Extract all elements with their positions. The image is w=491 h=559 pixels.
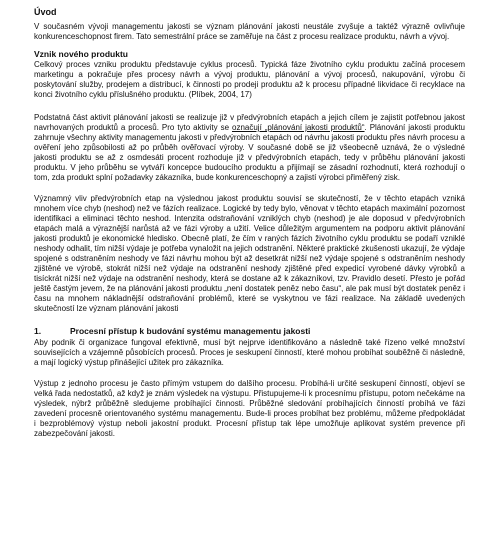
section-1-paragraph-1: Aby podnik či organizace fungoval efektivně, musí být nejprve identifikováno a následně také řízeno velké množství souvisejících a vzájemně působících procesů. Proces je seskupení činností, které mohou probíhat souběžně či následně, a mají logický výstup přinášející užitek pro zákazníka. <box>34 338 465 367</box>
spacer <box>34 183 465 194</box>
section-1-paragraph-2: Výstup z jednoho procesu je často přímým vstupem do dalšího procesu. Probíhá-li určité seskupení činností, objeví se velká řada nedostatků, až když je znám výsledek na výstupu. Přistupujeme-li k procesnímu přístupu, potom nečekáme na výsledek, nýbrž průběžně sledujeme probíhající činnosti. Průběžné sledování probíhajících činností probíhá ve fázi zavedení procesně orientovaného systému managementu. Bude-li proces probíhat bez problému, můžeme předpokládat i bezproblémový výstup neboli jakostní produkt. Procesní přístup tak lépe umožňuje aplikovat systém prevence při zabezpečování jakosti. <box>34 379 465 438</box>
body-paragraph-1-end: . Plánování jakosti produktu zahrnuje všechny aktivity managementu jakosti v předvýrobních etapách od návrhu jakosti produktu přes návrh procesu a ověření jeho způsobilosti až po průběh ověřovací výroby. V současné době se již všeobecně uznává, že o výsledné jakosti produktu se až z osmdesáti procent rozhoduje již v předvýrobních etapách, tedy v průběhu plánování jakosti produktu. V jeho průběhu se vytváří koncepce budoucího produktu a přijímají se zásadní rozhodnutí, která rozhodují o tom, zda produkt splní požadavky zákazníka, bude konkurenceschopný a zajistí výrobci přiměřený zisk. <box>34 123 466 182</box>
intro-paragraph: V současném vývoji managementu jakosti se význam plánování jakosti neustále zvyšuje a taktéž výrazně ovlivňuje konkurenceschopnost firem. Tato semestrální práce se zaměřuje na část z procesu realizace produktu, návrh a vývoj. <box>34 22 465 41</box>
section-1-title <box>34 326 465 336</box>
section-1-title-text: Procesní přístup k budování systému managementu jakosti <box>70 326 311 336</box>
spacer <box>34 100 465 113</box>
new-product-heading: Vznik nového produktu <box>34 49 128 59</box>
underlined-phrase: označují „plánování jakosti produktů“ <box>232 123 365 132</box>
body-paragraph-2: Významný vliv předvýrobních etap na výslednou jakost produktu souvisí se skutečností, že v těchto etapách vzniká mnohem více chyb (neshod) než ve fázích realizace. Logické by tedy bylo, věnovat v těchto etapách maximální pozornost identifikaci a eliminaci těchto neshod. Intenzita odstraňování vzniklých chyb (neshod) je ale doposud v předvýrobních etapách malá a výraznější narůstá až ve fázi výroby a užití. Velice důležitým argumentem na podporu aktivit plánování jakosti produktů je ekonomické hledisko. Obecně platí, že čím v raných fázích životního cyklu produktu se podaří vzniklé neshody odhalit, tím nižší výdaje je potřeba vynaložit na jejich odstranění. Některé praktické zkušenosti ukazují, že výdaje spojené s odstraněním neshody ve fázi návrhu mohou být až desetkrát nižší než výdaje spojené s odstraněním neshody zjištěné ve výrobě, stokrát nižší než výdaje na odstranění neshody zjištěné před expedicí vyrobené dávky výrobků a tisíckrát nižší než výdaje na odstranění neshody, která se dostane až k zákazníkovi, tzv. Pravidlo desetí. Přesto je pořád ještě častým jevem, že na plánování jakosti produktu „není dostatek peněz nebo času“, ale pak musí být dostatek peněz i času na mnohem nákladnější odstraňování problémů, které se vyskytnou ve fázi realizace. Na základě uvedených skutečností lze význam plánování jakosti <box>34 194 465 313</box>
spacer <box>34 368 465 379</box>
body-paragraph-1-start: Podstatná část aktivit plánování jakosti se realizuje již v předvýrobních etapách a jejich cílem je zajistit potřebnou jakost navrhovaných produktů a procesů. Pro tyto aktivity se <box>34 113 465 132</box>
intro-heading: Úvod <box>34 7 57 17</box>
new-product-paragraph: Celkový proces vzniku produktu představuje cyklus procesů. Typická fáze životního cyklu produktu začíná procesem marketingu a pokračuje přes procesy návrh a vývoj produktu, plánování a vývoj procesů, nakupování, výrobu či poskytování služby, prodejem a distribucí, k činnosti po prodeji produktu až k procesu případné likvidace či recyklace na konci životního cyklu příslušného produktu. (Plíbek, 2004, 17) <box>34 60 465 99</box>
section-1-number: 1. <box>34 326 42 336</box>
body-paragraph-1 <box>34 113 465 183</box>
